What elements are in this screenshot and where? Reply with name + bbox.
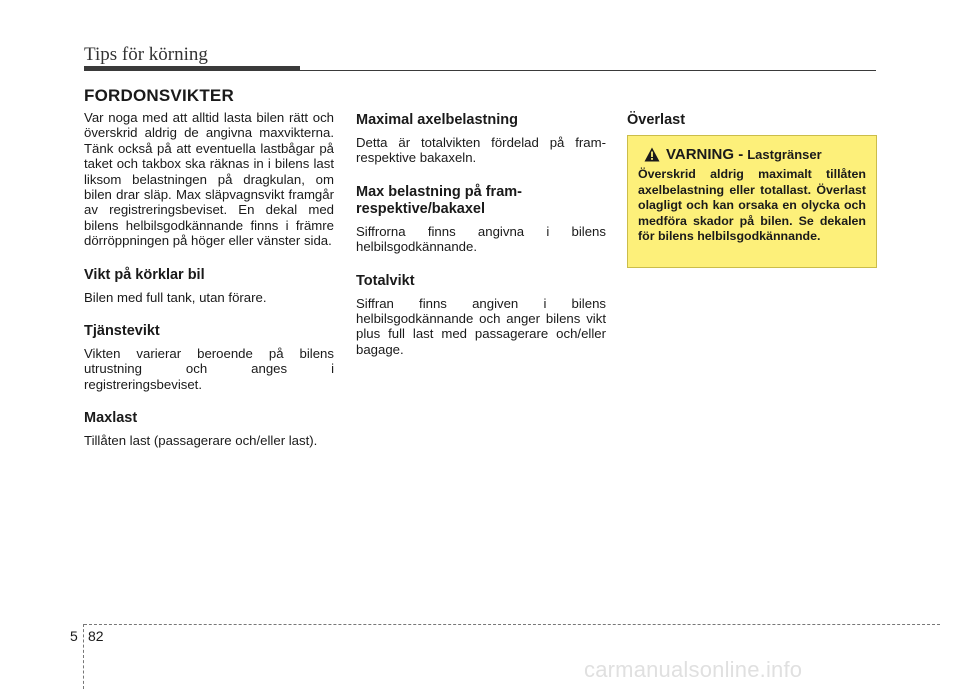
paragraph-service-weight: Vikten varierar beroende på bilens utrustning och anges i registreringsbeviset. [84, 346, 334, 392]
heading-curb-weight: Vikt på körklar bil [84, 266, 205, 283]
intro-paragraph: Var noga med att alltid lasta bilen rätt och överskrid aldrig de angivna maxvikterna. Tänk också på att eventuella lastbågar på taket och takbox ska räknas in i bilens last liksom belastningen på dragkulan, om bilen drar släp. Max släpvagnsvikt framgår av registreringsbeviset. En dekal med bilens helbilsgodkännande finns i främre dörröppningen på höger eller vänster sida. [84, 110, 334, 249]
paragraph-max-load: Tillåten last (passagerare och/eller last). [84, 433, 318, 449]
heading-total-weight: Totalvikt [356, 272, 415, 289]
warning-subtitle: Lastgränser [747, 147, 822, 162]
paragraph-total-weight: Siffran finns angiven i bilens helbilsgodkännande och anger bilens vikt plus full last med passagerare och/eller bagage. [356, 295, 606, 357]
header-bar [84, 66, 300, 71]
warning-body: Överskrid aldrig maximalt tillåten axelbelastning eller totallast. Överlast olagligt och kan orsaka en olycka och medföra skador på bilen. Se dekalen för bilens helbilsgodkännande. [638, 167, 866, 244]
heading-max-axle-load: Maximal axelbelastning [356, 112, 518, 128]
warning-triangle-icon [644, 147, 660, 162]
header-rule [300, 70, 876, 71]
warning-title [638, 146, 866, 163]
heading-front-rear-axle: Max belastning på fram- respektive/bakaxel [356, 183, 522, 217]
column-2 [356, 110, 606, 357]
heading-service-weight: Tjänstevikt [84, 323, 160, 340]
column-3 [627, 110, 877, 135]
page-number: 82 [88, 628, 104, 644]
heading-overload: Överlast [627, 112, 686, 128]
footer-vertical-divider [83, 624, 84, 689]
footer-divider [84, 624, 940, 625]
warning-word: VARNING - [666, 146, 744, 163]
page-header-title: Tips för körning [84, 44, 208, 65]
paragraph-curb-weight: Bilen med full tank, utan förare. [84, 289, 267, 305]
watermark: carmanualsonline.info [584, 657, 803, 682]
warning-box [627, 135, 877, 268]
section-title: FORDONSVIKTER [84, 86, 234, 105]
heading-max-load: Maxlast [84, 410, 138, 427]
paragraph-max-axle-load: Detta är totalvikten fördelad på fram- respektive bakaxeln. [356, 135, 606, 166]
column-1 [84, 110, 334, 449]
chapter-number: 5 [70, 628, 78, 644]
paragraph-front-rear-axle: Siffrorna finns angivna i bilens helbilsgodkännande. [356, 223, 606, 255]
